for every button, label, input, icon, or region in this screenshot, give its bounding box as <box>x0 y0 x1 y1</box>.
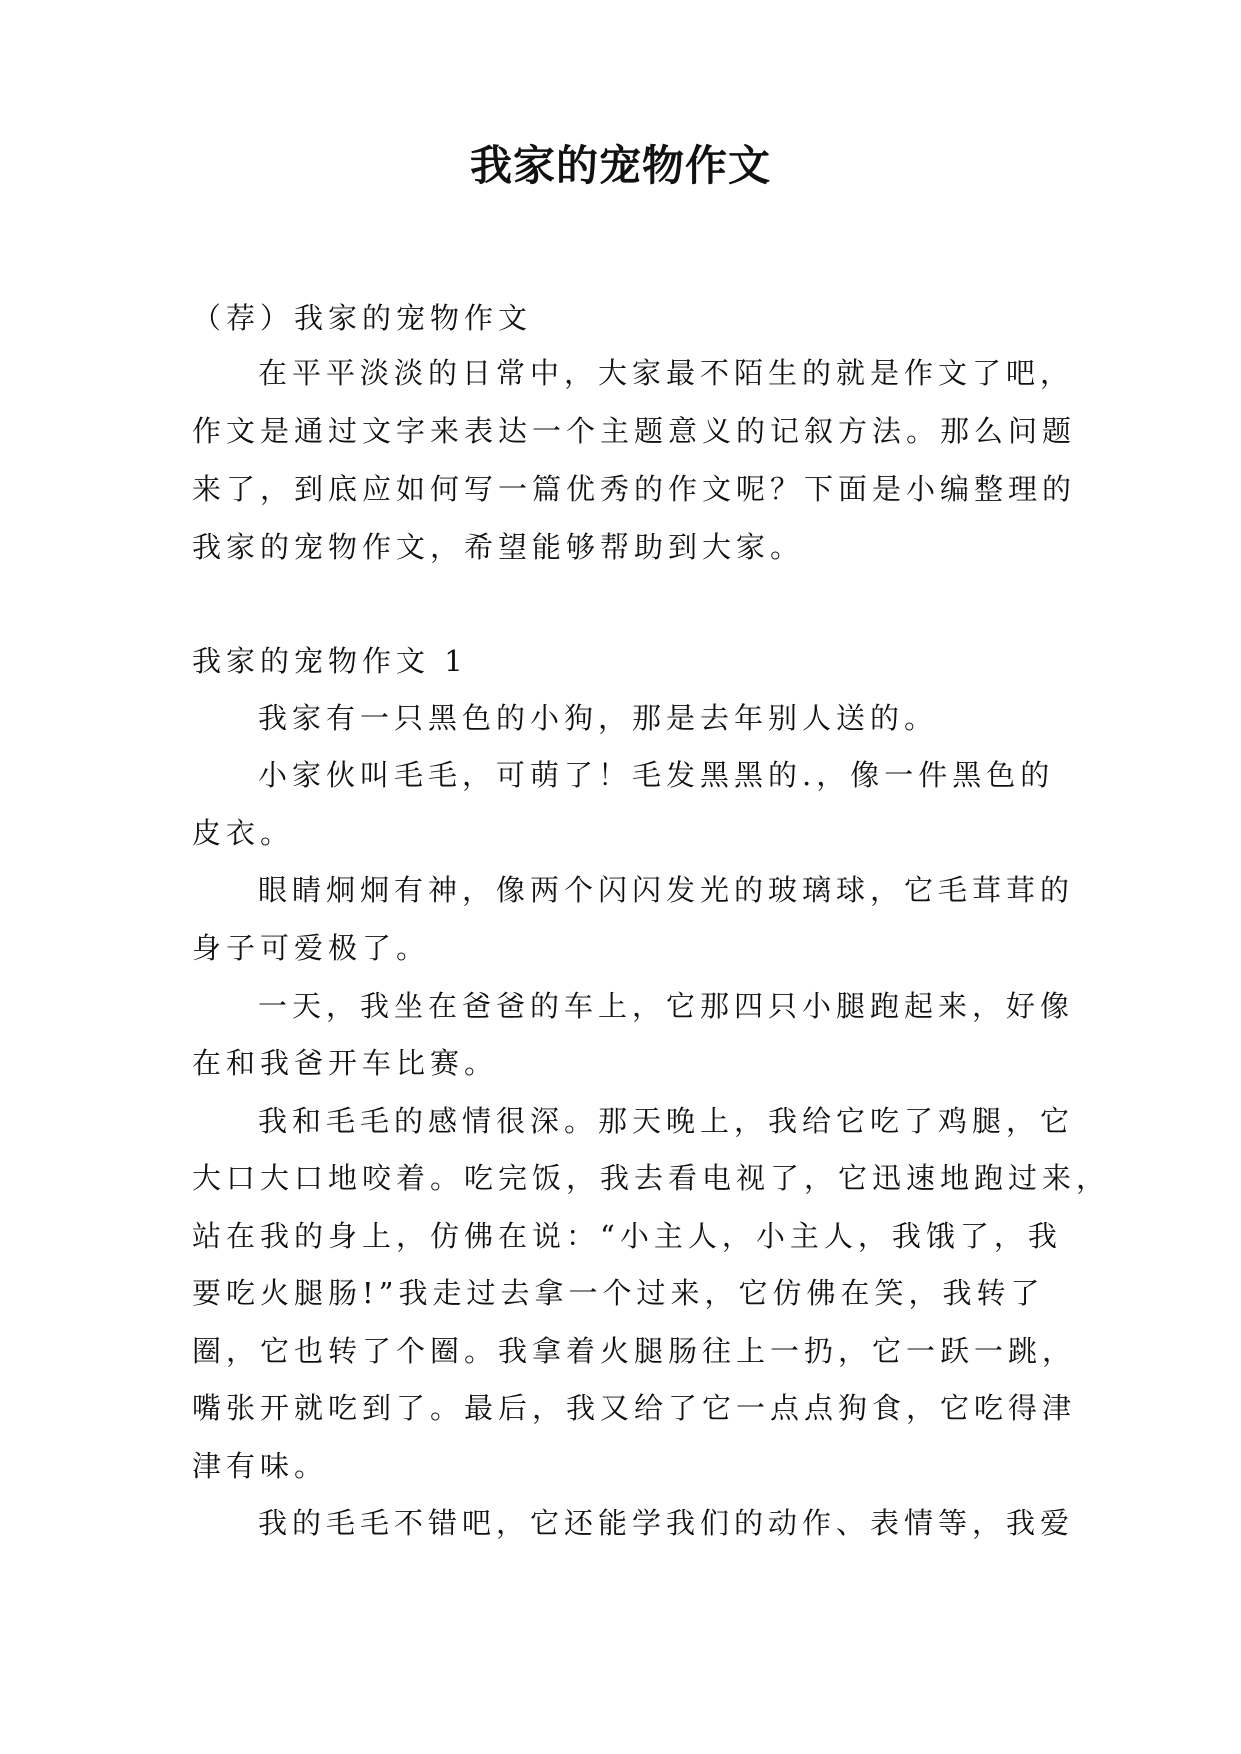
body-line: 津有味。 <box>192 1449 329 1483</box>
section-heading: 我家的宠物作文 1 <box>192 644 468 678</box>
body-line: 身子可爱极了。 <box>192 931 431 965</box>
body-line: 皮衣。 <box>192 816 295 850</box>
intro-line: 我家的宠物作文，希望能够帮助到大家。 <box>192 530 805 564</box>
body-line: 要吃火腿肠!”我走过去拿一个过来，它仿佛在笑，我转了 <box>192 1276 1045 1310</box>
body-line: 我和毛毛的感情很深。那天晚上，我给它吃了鸡腿，它 <box>258 1104 1075 1138</box>
body-line: 在和我爸开车比赛。 <box>192 1046 499 1080</box>
body-line: 我家有一只黑色的小狗，那是去年别人送的。 <box>258 701 939 735</box>
body-line: 嘴张开就吃到了。最后，我又给了它一点点狗食，它吃得津 <box>192 1391 1077 1425</box>
body-line: 圈，它也转了个圈。我拿着火腿肠往上一扔，它一跃一跳， <box>192 1334 1077 1368</box>
document-title: 我家的宠物作文 <box>469 141 771 190</box>
body-line: 一天，我坐在爸爸的车上，它那四只小腿跑起来，好像 <box>258 989 1075 1023</box>
document-subtitle: （荐）我家的宠物作文 <box>192 301 533 335</box>
intro-line: 在平平淡淡的日常中，大家最不陌生的就是作文了吧， <box>258 356 1075 390</box>
body-line: 大口大口地咬着。吃完饭，我去看电视了，它迅速地跑过来， <box>192 1161 1111 1195</box>
body-line: 小家伙叫毛毛，可萌了！毛发黑黑的.，像一件黑色的 <box>258 758 1055 792</box>
intro-line: 来了，到底应如何写一篇优秀的作文呢？下面是小编整理的 <box>192 472 1077 506</box>
body-line: 我的毛毛不错吧，它还能学我们的动作、表情等，我爱 <box>258 1506 1075 1540</box>
body-line: 站在我的身上，仿佛在说：“小主人，小主人，我饿了，我 <box>192 1219 1062 1253</box>
body-line: 眼睛炯炯有神，像两个闪闪发光的玻璃球，它毛茸茸的 <box>258 873 1075 907</box>
intro-line: 作文是通过文字来表达一个主题意义的记叙方法。那么问题 <box>192 414 1077 448</box>
